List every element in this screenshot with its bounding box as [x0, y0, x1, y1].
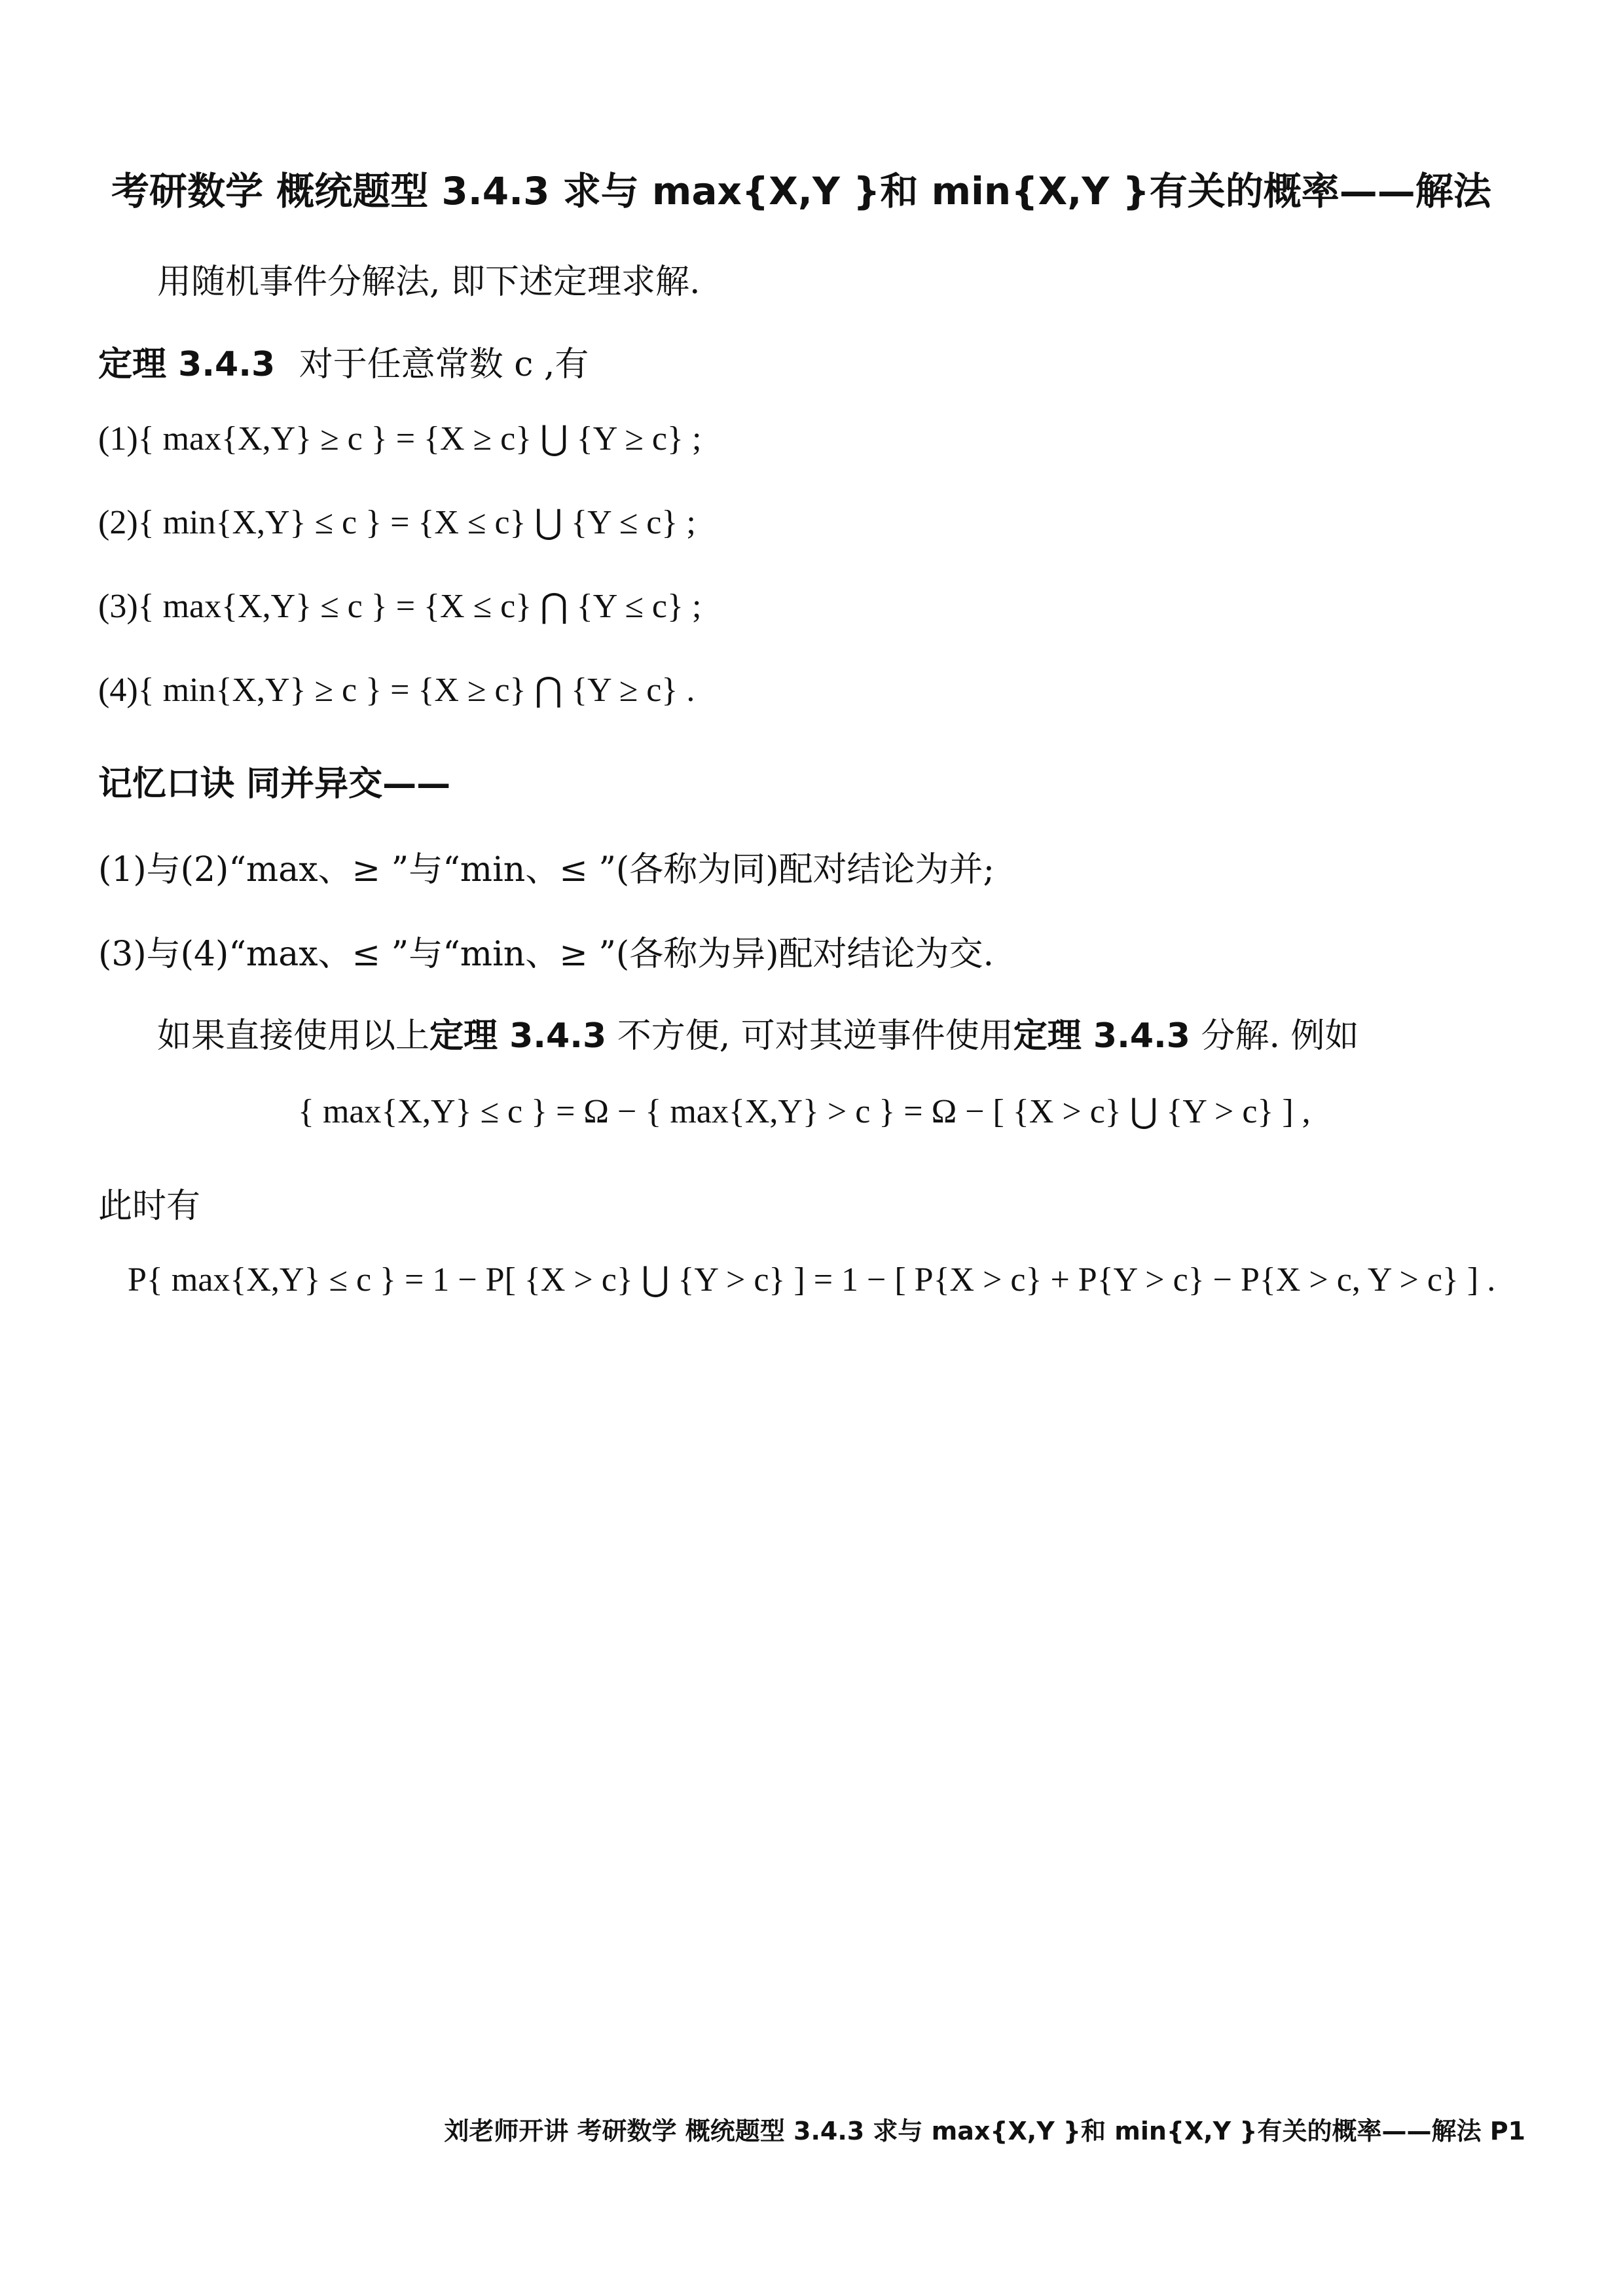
theorem-item-1: (1){ max{X,Y} ≥ c } = {X ≥ c} ⋃ {Y ≥ c} ; [98, 420, 702, 457]
theorem-reference-1: 定理 3.4.3 [429, 1016, 607, 1056]
mnemonic-line-1: (1)与(2)“max、≥ ”与“min、≤ ”(各称为同)配对结论为并; [98, 850, 995, 889]
equation-complement: { max{X,Y} ≤ c } = Ω − { max{X,Y} > c } = Ω − [ {X > c} ⋃ {Y > c} ] , [298, 1093, 1311, 1130]
theorem-statement: 对于任意常数 c ,有 [299, 345, 589, 384]
page-footer: 刘老师开讲 考研数学 概统题型 3.4.3 求与 max{X,Y }和 min{X,Y }有关的概率——解法 P1 [444, 2117, 1525, 2145]
remark-text-3: 分解. 例如 [1190, 1016, 1359, 1056]
theorem-item-2: (2){ min{X,Y} ≤ c } = {X ≤ c} ⋃ {Y ≤ c} ; [98, 504, 696, 541]
equation-probability: P{ max{X,Y} ≤ c } = 1 − P[ {X > c} ⋃ {Y > c} ] = 1 − [ P{X > c} + P{Y > c} − P{X > c, Y > c} ] . [128, 1261, 1496, 1299]
remark-text-2: 不方便, 可对其逆事件使用 [606, 1016, 1013, 1056]
theorem-label: 定理 3.4.3 [98, 345, 276, 384]
intro-paragraph: 用随机事件分解法, 即下述定理求解. [157, 262, 701, 302]
mnemonic-heading: 记忆口诀 同并异交—— [98, 764, 451, 804]
remark-paragraph [157, 1008, 1359, 1057]
theorem-reference-2: 定理 3.4.3 [1013, 1016, 1190, 1056]
theorem-item-3: (3){ max{X,Y} ≤ c } = {X ≤ c} ⋂ {Y ≤ c} ; [98, 588, 702, 625]
transition-text: 此时有 [98, 1187, 201, 1226]
theorem-heading [98, 336, 589, 386]
theorem-item-4: (4){ min{X,Y} ≥ c } = {X ≥ c} ⋂ {Y ≥ c} . [98, 672, 695, 709]
page-title: 考研数学 概统题型 3.4.3 求与 max{X,Y }和 min{X,Y }有关的概率——解法 [111, 169, 1491, 213]
mnemonic-line-2: (3)与(4)“max、≤ ”与“min、≥ ”(各称为异)配对结论为交. [98, 935, 994, 974]
remark-text-1: 如果直接使用以上 [157, 1016, 430, 1056]
